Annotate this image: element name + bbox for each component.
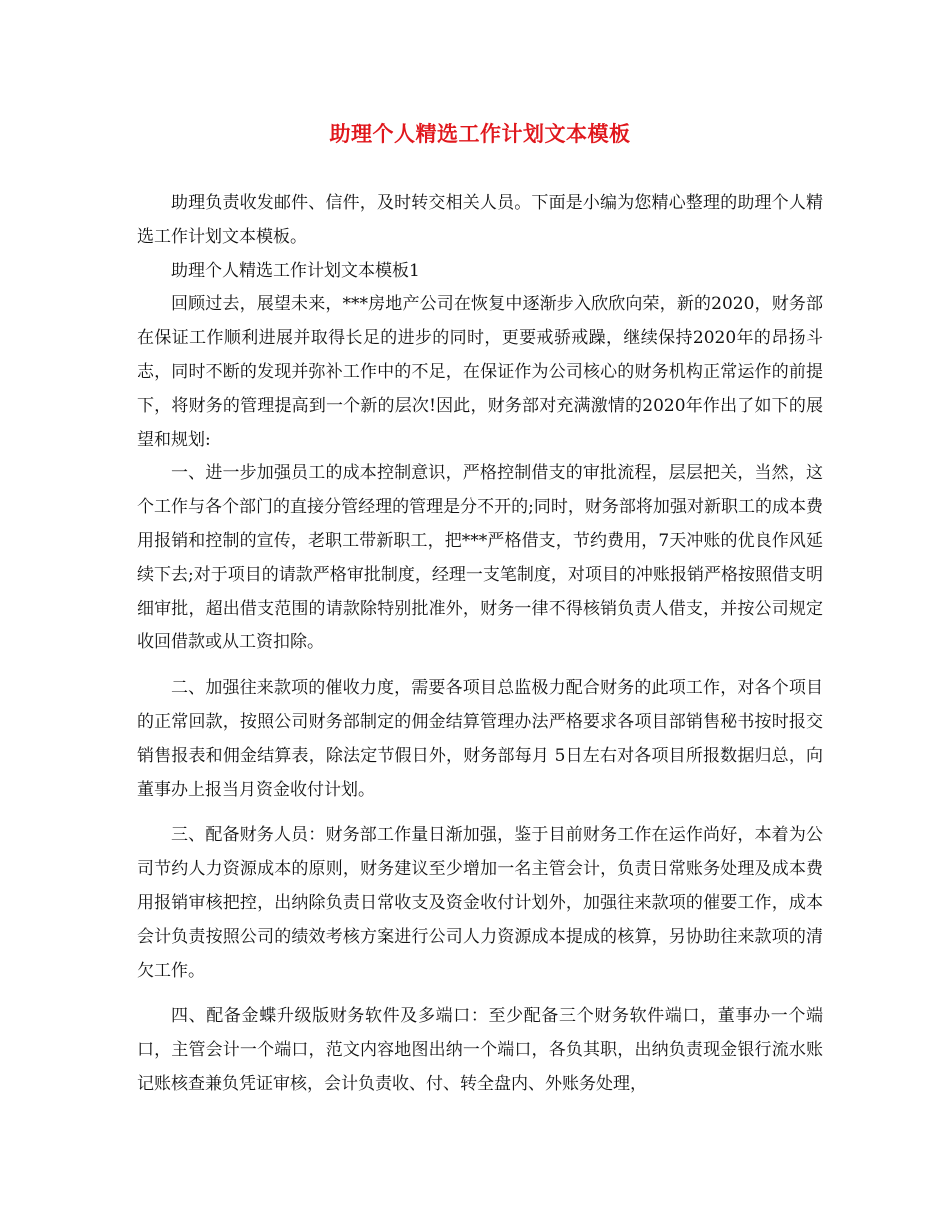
body-paragraph: 回顾过去，展望未来，***房地产公司在恢复中逐渐步入欣欣向荣，新的2020，财务部在保证工作顺利进展并取得长足的进步的同时，更要戒骄戒躁，继续保持2020年的昂扬斗志，同时不断的发现并弥补工作中的不足，在保证作为公司核心的财务机构正常运作的前提下，将财务的管理提高到一个新的层次!因此，财务部对充满激情的2020年作出了如下的展望和规划: [137, 294, 823, 450]
body-paragraph: 三、配备财务人员：财务部工作量日渐加强，鉴于目前财务工作在运作尚好，本着为公司节约人力资源成本的原则，财务建议至少增加一名主管会计，负责日常账务处理及成本费用报销审核把控，出纳除负责日常收支及资金收付计划外，加强往来款项的催要工作，成本会计负责按照公司的绩效考核方案进行公司人力资源成本提成的核算，另协助往来款项的清欠工作。 [137, 825, 823, 981]
intro-paragraph: 助理负责收发邮件、信件，及时转交相关人员。下面是小编为您精心整理的助理个人精选工作计划文本模板。 [137, 193, 823, 247]
body-paragraph: 四、配备金蝶升级版财务软件及多端口：至少配备三个财务软件端口，董事办一个端口，主管会计一个端口，范文内容地图出纳一个端口，各负其职，出纳负责现金银行流水账记账核查兼负凭证审核，会计负责收、付、转全盘内、外账务处理， [137, 1006, 823, 1094]
body-paragraph: 一、进一步加强员工的成本控制意识，严格控制借支的审批流程，层层把关，当然，这个工作与各个部门的直接分管经理的管理是分不开的;同时，财务部将加强对新职工的成本费用报销和控制的宣传，老职工带新职工，把***严格借支，节约费用，7天冲账的优良作风延续下去;对于项目的请款严格审批制度，经理一支笔制度，对项目的冲账报销严格按照借支明细审批，超出借支范围的请款除特别批准外，财务一律不得核销负责人借支，并按公司规定收回借款或从工资扣除。 [137, 463, 823, 653]
document-title: 助理个人精选工作计划文本模板 [329, 121, 631, 146]
section-heading: 助理个人精选工作计划文本模板1 [171, 260, 420, 281]
document-body [137, 187, 823, 1102]
body-paragraph: 二、加强往来款项的催收力度，需要各项目总监极力配合财务的此项工作，对各个项目的正常回款，按照公司财务部制定的佣金结算管理办法严格要求各项目部销售秘书按时报交销售报表和佣金结算表，除法定节假日外，财务部每月 5日左右对各项目所报数据归总，向董事办上报当月资金收付计划。 [137, 678, 823, 800]
